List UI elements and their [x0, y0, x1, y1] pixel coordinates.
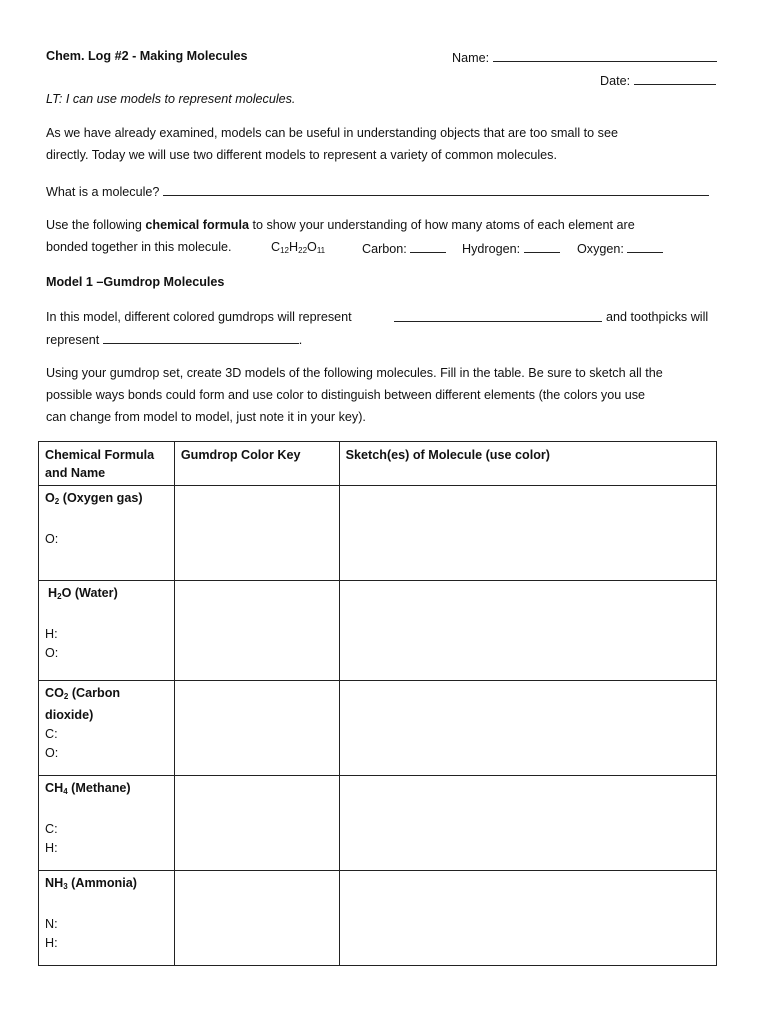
header-gumdrop-color-key: Gumdrop Color Key — [174, 442, 339, 486]
date-field[interactable] — [600, 72, 716, 88]
element-label: O: — [45, 646, 59, 660]
hydrogen-label: Hydrogen: — [462, 242, 521, 256]
formula-c: C — [271, 240, 281, 254]
formula-h-sub: 22 — [298, 246, 308, 255]
table-header-row — [39, 442, 717, 486]
element-label: H: — [45, 627, 58, 641]
formula-h: H — [289, 240, 299, 254]
molecule-name: $CO_2$ (Carbon — [45, 686, 121, 701]
table-row — [39, 776, 717, 871]
oxygen-blank[interactable] — [627, 240, 663, 253]
color-key-cell[interactable] — [174, 871, 339, 966]
molecule-question[interactable] — [46, 183, 709, 199]
formula-prompt-bold: chemical formula — [145, 218, 249, 232]
oxygen-count-field[interactable] — [577, 240, 663, 256]
molecule-question-label: What is a molecule? — [46, 185, 160, 199]
element-label: C: — [45, 727, 58, 741]
sketch-cell[interactable] — [339, 871, 716, 966]
model1-heading: Model 1 –Gumdrop Molecules — [46, 275, 225, 289]
formula-prompt-line-2 — [46, 240, 232, 254]
formula-o: O — [307, 240, 317, 254]
header-col1-line2: and Name — [45, 466, 106, 480]
model1-line1-post: and toothpicks will — [606, 310, 709, 324]
model1-line2-post: . — [298, 333, 303, 347]
intro-line-2: directly. Today we will use two different models to represent a variety of common molecules. — [46, 148, 557, 162]
formula-c-sub: 12 — [280, 246, 290, 255]
name-blank[interactable] — [493, 49, 717, 62]
instructions-line-1: Using your gumdrop set, create 3D models of the following molecules. Fill in the table. Be sure to sketch all the — [46, 366, 663, 380]
carbon-label: Carbon: — [362, 242, 407, 256]
element-label: O: — [45, 532, 59, 546]
color-key-cell[interactable] — [174, 486, 339, 581]
gumdrop-represents-blank[interactable] — [394, 309, 602, 322]
table-row — [39, 486, 717, 581]
model1-line1-pre: In this model, different colored gumdrops will represent — [46, 310, 352, 324]
oxygen-label: Oxygen: — [577, 242, 624, 256]
hydrogen-count-field[interactable] — [462, 240, 560, 256]
molecule-name: $NH_3$ (Ammonia) — [45, 876, 137, 891]
formula-prompt-post: to show your understanding of how many atoms of each element are — [249, 218, 635, 232]
carbon-count-field[interactable] — [362, 240, 446, 256]
sketch-cell[interactable] — [339, 581, 716, 681]
formula-prompt-line-1 — [46, 218, 635, 232]
instructions-line-2: possible ways bonds could form and use color to distinguish between different elements (the colors you use — [46, 388, 646, 402]
formula-cell — [39, 776, 175, 871]
formula-prompt-line2-text: bonded together in this molecule. — [46, 240, 232, 254]
model1-line-1 — [46, 310, 352, 324]
intro-line-1: As we have already examined, models can be useful in understanding objects that are too small to see — [46, 126, 618, 140]
molecule-name: $H_2O$ (Water) — [48, 586, 118, 601]
molecule-name: $O_2$ (Oxygen gas) — [45, 491, 143, 506]
molecule-table — [38, 441, 717, 966]
element-label: N: — [45, 917, 58, 931]
sketch-cell[interactable] — [339, 776, 716, 871]
worksheet-title: Chem. Log #2 - Making Molecules — [46, 49, 248, 63]
table-row — [39, 871, 717, 966]
formula-prompt-pre: Use the following — [46, 218, 146, 232]
date-label: Date: — [600, 74, 631, 88]
name-field[interactable] — [452, 49, 717, 65]
hydrogen-blank[interactable] — [524, 240, 560, 253]
learning-target: LT: I can use models to represent molecules. — [46, 92, 296, 106]
header-sketch: Sketch(es) of Molecule (use color) — [339, 442, 716, 486]
color-key-cell[interactable] — [174, 581, 339, 681]
molecule-name: $CH_4$ (Methane) — [45, 781, 131, 796]
table-row — [39, 681, 717, 776]
sucrose-formula — [271, 240, 325, 255]
formula-o-sub: 11 — [316, 246, 326, 255]
element-label: O: — [45, 746, 59, 760]
formula-cell — [39, 581, 175, 681]
date-blank[interactable] — [634, 72, 716, 85]
color-key-cell[interactable] — [174, 776, 339, 871]
model1-line2-pre: represent — [46, 333, 100, 347]
formula-cell — [39, 486, 175, 581]
table-row — [39, 581, 717, 681]
sketch-cell[interactable] — [339, 486, 716, 581]
molecule-name-cont: dioxide) — [45, 708, 94, 722]
element-label: H: — [45, 936, 58, 950]
element-label: H: — [45, 841, 58, 855]
header-chemical-formula — [39, 442, 175, 486]
sketch-cell[interactable] — [339, 681, 716, 776]
model1-line-2 — [46, 331, 302, 347]
instructions-line-3: can change from model to model, just note it in your key). — [46, 410, 366, 424]
element-label: C: — [45, 822, 58, 836]
formula-cell — [39, 871, 175, 966]
name-label: Name: — [452, 51, 490, 65]
carbon-blank[interactable] — [410, 240, 446, 253]
color-key-cell[interactable] — [174, 681, 339, 776]
molecule-answer-blank[interactable] — [163, 183, 709, 196]
toothpick-represents-blank[interactable] — [103, 331, 299, 344]
header-col1-line1: Chemical Formula — [45, 448, 155, 462]
formula-cell — [39, 681, 175, 776]
